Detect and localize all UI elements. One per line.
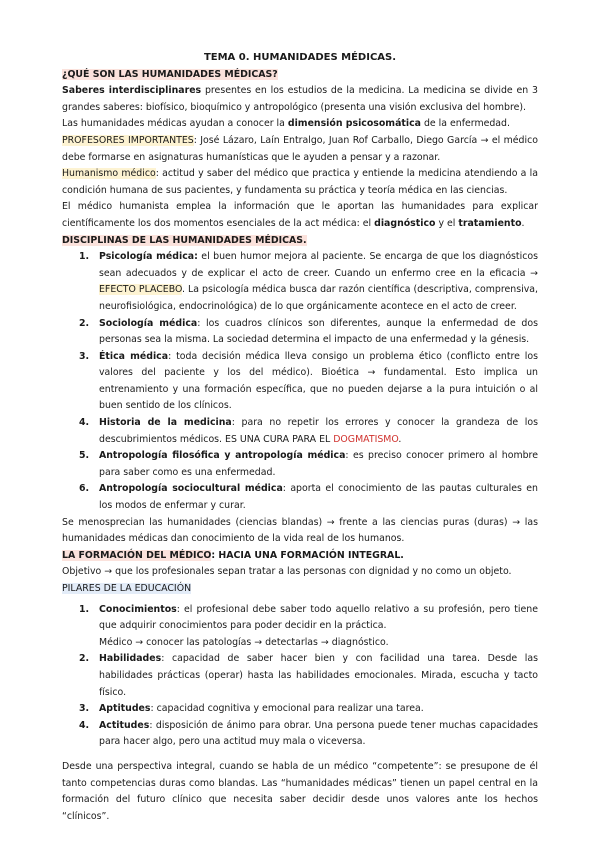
list-item: [62, 481, 538, 514]
bold-term: Ética médica: [99, 350, 169, 362]
list-number: 4.: [79, 417, 90, 429]
paragraph-text: : actitud y saber del médico que practica y entiende la medicina atendiendo a la condición humana de sus pacientes, y fundamenta su práctica y teoría médica en las ciencias.: [62, 168, 538, 196]
list-number: 2.: [79, 653, 90, 665]
paragraph-saberes: [62, 83, 538, 116]
list-text: Médico → conocer las patologías → detectarlas → diagnóstico.: [99, 636, 389, 648]
list-text: el buen humor mejora al paciente. Se encarga de que los diagnósticos sean adecuados y de explicar el acto de creer. Cuando un enfermo cree en la eficacia →: [99, 251, 538, 279]
heading-highlight: ¿QUÉ SON LAS HUMANIDADES MÉDICAS?: [62, 68, 278, 80]
paragraph-closing: Desde una perspectiva integral, cuando se habla de un médico “competente”: se presupone de él tanto competencias duras como blandas. Las “humanidades médicas” tienen un papel central en la formación del futuro clínico que necesita saber decidir desde unos valores ante los hechos “clínicos”.: [62, 760, 538, 822]
list-number: 1.: [79, 603, 90, 615]
disciplinas-list: [62, 249, 538, 515]
bold-term: Actitudes: [99, 719, 150, 731]
list-text: . La psicología médica busca dar razón científica (descriptiva, comprensiva, neurofisiológica, endocrinológica) de lo que orgánicamente acontece en el acto de creer.: [99, 284, 538, 312]
bold-term: dimensión psicosomática: [287, 118, 421, 130]
subheading-pilares: [62, 581, 538, 598]
list-item: [62, 349, 538, 415]
heading-highlight: DISCIPLINAS DE LAS HUMANIDADES MÉDICAS.: [62, 234, 307, 246]
bold-term: Antropología sociocultural médica: [99, 483, 283, 495]
list-text: : el profesional debe saber todo aquello relativo a su profesión, pero tiene que adquirir conocimientos para poder decidir en la práctica.: [99, 603, 538, 632]
paragraph-medico-humanista: [62, 199, 538, 232]
paragraph-text: El médico humanista emplea la información que le aportan las humanidades para explicar científicamente los dos momentos esenciales de la act médica: el: [62, 201, 538, 229]
list-number: 6.: [79, 483, 90, 495]
list-text: : capacidad cognitiva y emocional para realizar una tarea.: [150, 703, 424, 715]
bold-term: diagnóstico: [374, 217, 436, 229]
highlighted-term: PILARES DE LA EDUCACIÓN: [62, 583, 192, 594]
paragraph-profesores: [62, 133, 538, 166]
list-number: 1.: [79, 251, 90, 263]
paragraph-text: presentes en los estudios de la medicina. La medicina se divide en 3 grandes saberes: biofísico, bioquímico y antropológico (presenta una visión exclusiva del hombre).: [62, 85, 538, 113]
highlighted-term: Humanismo médico: [62, 168, 156, 180]
list-item: [62, 718, 538, 751]
paragraph-text: Las humanidades médicas ayudan a conocer la: [62, 118, 288, 130]
highlighted-term: PROFESORES IMPORTANTES: [62, 134, 194, 146]
paragraph-menosprecian: Se menosprecian las humanidades (ciencias blandas) → frente a las ciencias puras (duras) → las humanidades médicas dan conocimiento de la vida real de los humanos.: [62, 516, 538, 545]
list-number: 5.: [79, 450, 90, 462]
list-item: [62, 316, 538, 349]
bold-term: Psicología médica:: [99, 251, 198, 263]
list-number: 2.: [79, 317, 90, 329]
bold-term: Saberes interdisciplinares: [62, 85, 202, 97]
bold-term: Conocimientos: [99, 603, 177, 615]
section-heading-formacion: [62, 548, 538, 565]
list-item: [62, 701, 538, 718]
list-text: .: [398, 433, 402, 445]
list-number: 3.: [79, 350, 90, 362]
list-item: [62, 448, 538, 481]
document-title: TEMA 0. HUMANIDADES MÉDICAS.: [203, 52, 397, 63]
list-number: 4.: [79, 719, 90, 731]
list-text: : aporta el conocimiento de las pautas culturales en los modos de enfermar y curar.: [99, 483, 538, 512]
heading-rest: : HACIA UNA FORMACIÓN INTEGRAL.: [211, 549, 404, 561]
heading-highlight: LA FORMACIÓN DEL MÉDICO: [62, 549, 212, 561]
list-text: : para no repetir los errores y conocer la grandeza de los descubrimientos médicos. ES UNA CURA PARA EL: [99, 417, 538, 445]
bold-term: Antropología filosófica y antropología médica: [99, 450, 346, 462]
list-item: [62, 249, 538, 315]
paragraph-humanismo: [62, 166, 538, 199]
list-text: : disposición de ánimo para obrar. Una persona puede tener muchas capacidades para hacer algo, pero una actitud muy mala o viceversa.: [99, 719, 538, 748]
list-text: : es preciso conocer primero al hombre para saber como es una enfermedad.: [99, 450, 538, 478]
paragraph-text: : José Lázaro, Laín Entralgo, Juan Rof Carballo, Diego García → el médico debe formarse en asignaturas humanísticas que le ayuden a pensar y a razonar.: [62, 134, 538, 163]
highlighted-term: EFECTO PLACEBO: [99, 284, 182, 296]
list-text: : toda decisión médica lleva consigo un problema ético (conflicto entre los valores del paciente y los del médico). Bioética → fundamental. Esto implica un entrenamiento y una formación específica, que no pueden dejarse a la pura intuición o al buen sentido de los clínicos.: [99, 350, 538, 412]
bold-term: Habilidades: [99, 653, 162, 665]
list-text: : capacidad de saber hacer bien y con facilidad una tarea. Desde las habilidades prácticas (operar) hasta las habilidades emocionales. Mirada, escucha y tacto físico.: [99, 653, 538, 698]
red-term: DOGMATISMO: [333, 433, 399, 445]
bold-term: Historia de la medicina: [99, 417, 232, 429]
document-page: [62, 50, 538, 825]
paragraph-objetivo: Objetivo → que los profesionales sepan tratar a las personas con dignidad y no como un objeto.: [62, 566, 512, 578]
bold-term: Sociología médica: [99, 317, 198, 329]
list-text: : los cuadros clínicos son diferentes, aunque la enfermedad de dos personas sea la misma. La sociedad determina el impacto de una enfermedad y la génesis.: [99, 317, 538, 346]
paragraph-text: de la enfermedad.: [420, 118, 510, 130]
paragraph-text: .: [521, 217, 525, 229]
list-item: [62, 602, 538, 652]
pilares-list: [62, 602, 538, 751]
list-item: [62, 651, 538, 701]
section-heading-que-son: [62, 67, 538, 84]
list-number: 3.: [79, 703, 90, 715]
paragraph-text: y el: [435, 217, 459, 229]
list-item: [62, 415, 538, 448]
paragraph-dimension: [62, 116, 538, 133]
bold-term: Aptitudes: [99, 703, 151, 715]
section-heading-disciplinas: [62, 233, 538, 250]
bold-term: tratamiento: [458, 217, 522, 229]
